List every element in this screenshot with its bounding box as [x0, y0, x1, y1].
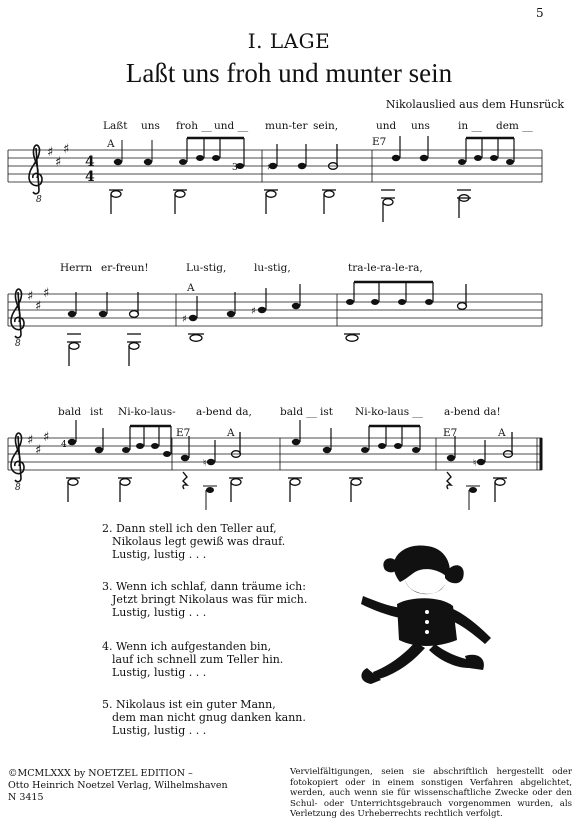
svg-text:4: 4 — [61, 440, 67, 450]
verse-4 — [102, 640, 283, 679]
svg-text:8: 8 — [15, 483, 21, 493]
svg-text:♮: ♮ — [203, 458, 207, 469]
lyric: a-bend da! — [444, 406, 501, 418]
lyric: Lu-stig, — [186, 262, 227, 274]
lyric: Ni-ko-laus- — [118, 406, 176, 418]
svg-text:8: 8 — [36, 195, 42, 205]
section-heading: I. LAGE — [247, 29, 331, 53]
svg-text:4: 4 — [85, 154, 95, 170]
lyric: Ni-ko-laus __ — [355, 406, 423, 418]
verse-5 — [102, 698, 306, 737]
song-origin: Nikolauslied aus dem Hunsrück — [385, 98, 564, 111]
lyric: bald __ — [280, 406, 317, 418]
verse-line: Jetzt bringt Nikolaus was für mich. — [112, 593, 308, 606]
lyric: ist — [90, 406, 103, 418]
publisher-line: Otto Heinrich Noetzel Verlag, Wilhelmshaven — [8, 780, 228, 791]
chord-symbol: A — [227, 427, 235, 439]
lyric: mun-ter — [265, 120, 308, 132]
lyric: Laßt — [103, 120, 128, 132]
svg-text:♯: ♯ — [182, 314, 187, 325]
lyric: ist — [320, 406, 333, 418]
verse-2 — [102, 522, 285, 561]
staff-system-3 — [8, 420, 542, 510]
verse-3 — [102, 580, 307, 619]
verse-line: 2. Dann stell ich den Teller auf, — [102, 522, 277, 535]
svg-text:3: 3 — [232, 163, 238, 173]
svg-text:♯: ♯ — [251, 306, 256, 317]
verse-line: Lustig, lustig . . . — [112, 606, 207, 619]
lyric: Herrn — [60, 262, 93, 274]
verse-line: dem man nicht gnug danken kann. — [112, 711, 306, 724]
verse-line: Lustig, lustig . . . — [112, 724, 207, 737]
copyright-notice — [8, 768, 228, 804]
verse-line: Nikolaus legt gewiß was drauf. — [112, 535, 286, 548]
lyric: dem __ — [496, 120, 533, 132]
verse-line: Lustig, lustig . . . — [112, 666, 207, 679]
song-title: Laßt uns froh und munter sein — [125, 58, 453, 88]
chord-symbol: E7 — [443, 427, 458, 439]
verse-line: 3. Wenn ich schlaf, dann träume ich: — [102, 580, 306, 593]
lyric: tra-le-ra-le-ra, — [348, 262, 423, 274]
lyric: und — [376, 120, 397, 132]
running-child-illustration — [345, 540, 515, 690]
staff-system-1 — [8, 136, 542, 222]
verse-line: 5. Nikolaus ist ein guter Mann, — [102, 698, 276, 711]
lyric: froh __ — [176, 120, 212, 132]
edition-number: N 3415 — [8, 792, 44, 803]
chord-symbol: A — [187, 282, 195, 294]
svg-text:8: 8 — [15, 339, 21, 349]
legal-notice: Vervielfältigungen, seien sie abschriftlich hergestellt oder fotokopiert oder in einem sonstigen Verfahren abgelichtet, werden, auch wenn sie für wissenschaftliche Zwecke oder den Schul- oder Unterrichtsgebrauch vorgenommen wurden, als Verletzung des Urheberrechts rechtlich verfolgt. — [290, 767, 572, 819]
lyric: lu-stig, — [254, 262, 291, 274]
lyric: uns — [141, 120, 160, 132]
chord-symbol: A — [498, 427, 506, 439]
svg-text:♮: ♮ — [473, 458, 477, 469]
verse-line: Lustig, lustig . . . — [112, 548, 207, 561]
lyric: bald — [58, 406, 82, 418]
chord-symbol: E7 — [176, 427, 191, 439]
page-number: 5 — [536, 6, 544, 20]
lyric: in __ — [458, 120, 482, 132]
lyric: sein, — [313, 120, 339, 132]
svg-text:♯: ♯ — [267, 162, 272, 173]
verse-line: lauf ich schnell zum Teller hin. — [112, 653, 284, 666]
svg-text:4: 4 — [85, 169, 95, 185]
verse-line: 4. Wenn ich aufgestanden bin, — [102, 640, 272, 653]
lyric: uns — [411, 120, 430, 132]
copyright-line: ©MCMLXXX by NOETZEL EDITION – — [8, 768, 193, 779]
lyric: er-freun! — [101, 262, 149, 274]
staff-system-2 — [8, 282, 542, 366]
chord-symbol: A — [107, 138, 115, 150]
lyric: a-bend da, — [196, 406, 252, 418]
chord-symbol: E7 — [372, 136, 387, 148]
lyric: und __ — [214, 120, 249, 132]
